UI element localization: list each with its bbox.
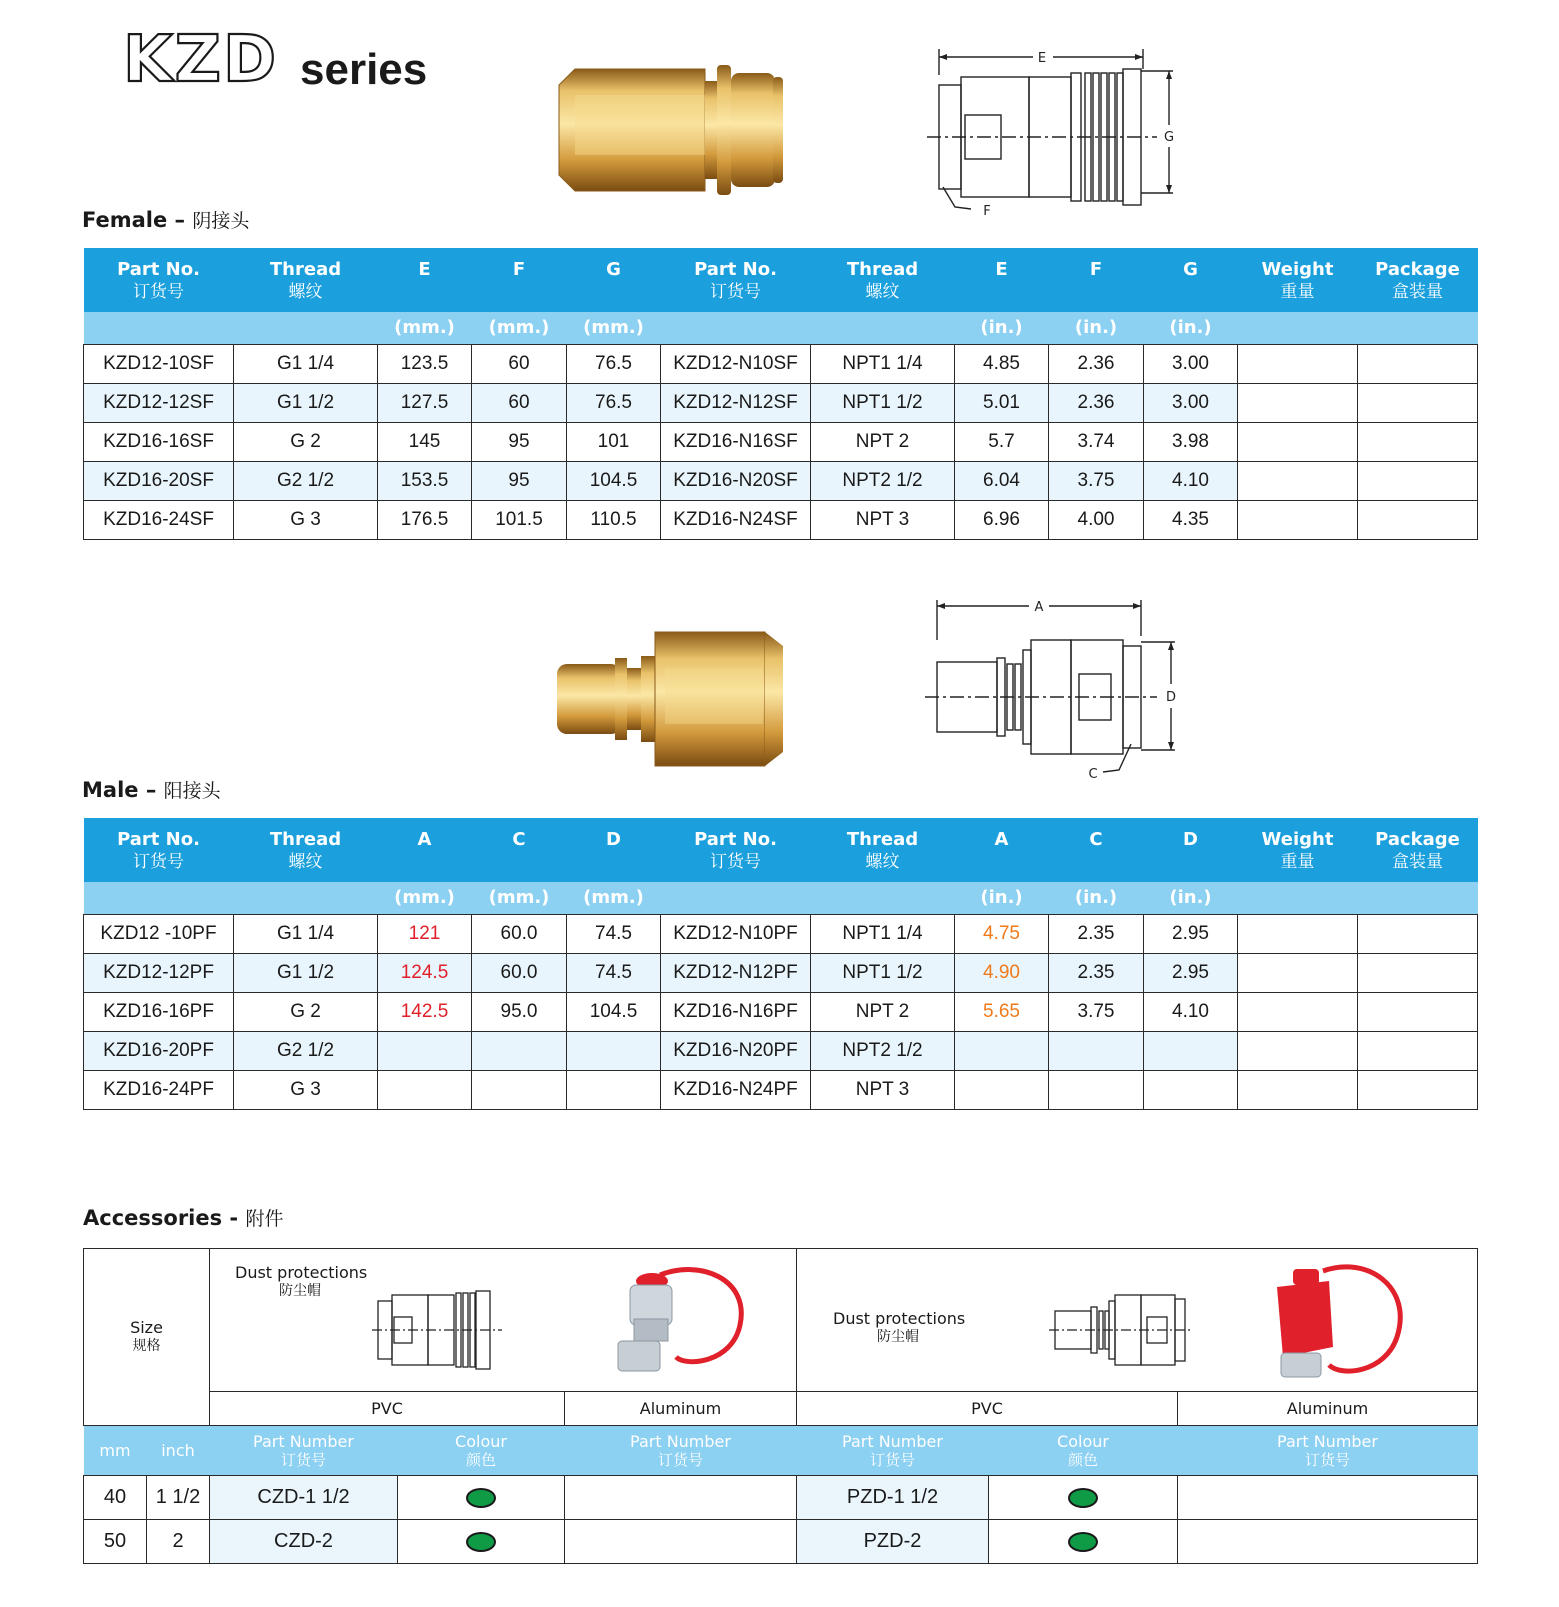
table-cell: NPT 2 [811, 422, 955, 461]
unit-in: (in.) [955, 312, 1049, 344]
table-cell: KZD12 -10PF [84, 914, 234, 953]
table-cell: G 3 [234, 1070, 378, 1109]
table-cell [1238, 1031, 1358, 1070]
table-cell [1049, 1031, 1144, 1070]
header-thread: Thread 螺纹 [234, 248, 378, 312]
unit-mm: (mm.) [472, 312, 567, 344]
table-cell [1358, 1070, 1478, 1109]
header-weight: Weight 重量 [1238, 248, 1358, 312]
table-cell [1358, 992, 1478, 1031]
male-label-en: Male – [82, 778, 157, 802]
dim-label-e: E [1037, 51, 1047, 66]
table-cell: 95 [472, 422, 567, 461]
table-cell: 176.5 [378, 500, 472, 539]
table-cell: NPT 2 [811, 992, 955, 1031]
table-cell: G1 1/2 [234, 953, 378, 992]
table-cell: 123.5 [378, 344, 472, 383]
table-row [84, 1070, 1478, 1109]
table-cell: 4.85 [955, 344, 1049, 383]
table-cell: 2.95 [1144, 914, 1238, 953]
table-cell [567, 1031, 661, 1070]
table-cell: 2.36 [1049, 344, 1144, 383]
male-aluminum-material: Aluminum [1178, 1392, 1478, 1426]
header-g-in: G [1144, 248, 1238, 312]
header-c-in: C [1049, 818, 1144, 882]
size-inch: 2 [147, 1520, 210, 1564]
female-aluminum-material: Aluminum [565, 1392, 797, 1426]
green-colour-dot [1068, 1488, 1098, 1508]
table-cell: 60.0 [472, 953, 567, 992]
col-inch: inch [147, 1426, 210, 1476]
unit-in: (in.) [1049, 312, 1144, 344]
header-part-no: Part No. 订货号 [84, 248, 234, 312]
table-cell: 60 [472, 344, 567, 383]
size-label-cn: 规格 [132, 1338, 161, 1354]
size-inch: 1 1/2 [147, 1476, 210, 1520]
female-cap-photo [590, 1259, 750, 1385]
table-cell [1049, 1070, 1144, 1109]
series-subtitle: series [300, 45, 428, 94]
table-cell: G2 1/2 [234, 1031, 378, 1070]
dim-label-f: F [983, 204, 991, 219]
header-a-in: A [955, 818, 1049, 882]
header-package: Package 盒装量 [1358, 818, 1478, 882]
size-mm: 40 [84, 1476, 147, 1520]
male-spec-table [83, 818, 1478, 1110]
header-e-mm: E [378, 248, 472, 312]
table-row [84, 953, 1478, 992]
table-cell: 4.10 [1144, 992, 1238, 1031]
table-cell [1144, 1070, 1238, 1109]
col-part-number: Part Number 订货号 [797, 1426, 989, 1476]
unit-in: (in.) [955, 882, 1049, 914]
colour-dot-cell [989, 1520, 1178, 1564]
table-cell: 142.5 [378, 992, 472, 1031]
header-weight: Weight 重量 [1238, 818, 1358, 882]
female-cap-drawing [370, 1289, 510, 1371]
table-cell [1238, 422, 1358, 461]
table-cell: NPT2 1/2 [811, 461, 955, 500]
table-cell [1238, 344, 1358, 383]
header-d-in: D [1144, 818, 1238, 882]
table-cell: 104.5 [567, 461, 661, 500]
table-cell: KZD12-N12SF [661, 383, 811, 422]
table-cell: KZD12-12SF [84, 383, 234, 422]
header-c-mm: C [472, 818, 567, 882]
header-f-mm: F [472, 248, 567, 312]
colour-dot-cell [989, 1476, 1178, 1520]
table-cell: KZD12-N12PF [661, 953, 811, 992]
table-cell: 110.5 [567, 500, 661, 539]
table-cell: KZD16-N24SF [661, 500, 811, 539]
table-cell: G1 1/2 [234, 383, 378, 422]
male-label-cn: 阳接头 [163, 780, 221, 802]
table-cell [1358, 1031, 1478, 1070]
unit-in: (in.) [1144, 312, 1238, 344]
table-cell [1358, 914, 1478, 953]
table-cell [472, 1031, 567, 1070]
table-cell: 60.0 [472, 914, 567, 953]
table-cell [1358, 383, 1478, 422]
header-thread: Thread 螺纹 [234, 818, 378, 882]
male-pvc-part: PZD-2 [797, 1520, 989, 1564]
female-coupler-photo [555, 55, 795, 205]
male-table-body [84, 914, 1478, 1109]
table-row [84, 422, 1478, 461]
table-cell: 104.5 [567, 992, 661, 1031]
table-cell [1238, 383, 1358, 422]
table-cell [1358, 461, 1478, 500]
dust-protection-label: Dust protections [833, 1309, 966, 1328]
unit-mm: (mm.) [472, 882, 567, 914]
table-cell: 121 [378, 914, 472, 953]
table-row [84, 992, 1478, 1031]
table-cell: 6.96 [955, 500, 1049, 539]
table-cell: KZD16-N20SF [661, 461, 811, 500]
table-cell: 3.00 [1144, 344, 1238, 383]
table-cell: NPT1 1/4 [811, 914, 955, 953]
female-pvc-part: CZD-1 1/2 [210, 1476, 398, 1520]
unit-mm: (mm.) [567, 312, 661, 344]
female-dust-cap-cell [210, 1249, 797, 1392]
table-cell [1358, 344, 1478, 383]
table-cell [1238, 992, 1358, 1031]
female-spec-table [83, 248, 1478, 540]
male-aluminum-part [1178, 1476, 1478, 1520]
male-section-label [82, 780, 221, 801]
table-cell [955, 1070, 1049, 1109]
table-cell: 2.35 [1049, 953, 1144, 992]
header-d-mm: D [567, 818, 661, 882]
header-part-no-npt: Part No. 订货号 [661, 818, 811, 882]
table-cell: 4.75 [955, 914, 1049, 953]
header-part-no: Part No. 订货号 [84, 818, 234, 882]
female-pvc-material: PVC [210, 1392, 565, 1426]
table-cell: 3.98 [1144, 422, 1238, 461]
table-cell: 5.01 [955, 383, 1049, 422]
header-g-mm: G [567, 248, 661, 312]
table-cell: NPT 3 [811, 1070, 955, 1109]
male-units-row [84, 882, 1478, 914]
dust-protection-label: Dust protections [235, 1263, 368, 1282]
male-cap-drawing [1047, 1289, 1197, 1371]
table-cell [1238, 461, 1358, 500]
table-cell [1358, 422, 1478, 461]
table-cell: KZD16-16PF [84, 992, 234, 1031]
table-row [84, 1520, 1478, 1564]
header-thread-npt: Thread 螺纹 [811, 248, 955, 312]
dim-label-a: A [1034, 600, 1044, 615]
col-mm: mm [84, 1426, 147, 1476]
female-header-row [84, 248, 1478, 312]
female-aluminum-part [565, 1476, 797, 1520]
female-aluminum-part [565, 1520, 797, 1564]
table-cell: 145 [378, 422, 472, 461]
table-cell: 3.75 [1049, 461, 1144, 500]
table-cell [567, 1070, 661, 1109]
male-pvc-material: PVC [797, 1392, 1178, 1426]
table-cell: 2.95 [1144, 953, 1238, 992]
dim-label-c: C [1088, 767, 1098, 782]
table-cell [378, 1070, 472, 1109]
table-cell: 4.00 [1049, 500, 1144, 539]
table-cell: 3.00 [1144, 383, 1238, 422]
female-units-row [84, 312, 1478, 344]
table-row [84, 914, 1478, 953]
col-colour: Colour 颜色 [398, 1426, 565, 1476]
green-colour-dot [466, 1532, 496, 1552]
table-cell [955, 1031, 1049, 1070]
table-cell: 74.5 [567, 914, 661, 953]
accessories-label-cn: 附件 [245, 1208, 284, 1230]
table-cell: KZD16-N16SF [661, 422, 811, 461]
table-cell: G1 1/4 [234, 344, 378, 383]
table-cell: KZD16-20PF [84, 1031, 234, 1070]
table-cell: 101.5 [472, 500, 567, 539]
table-cell: NPT 3 [811, 500, 955, 539]
table-cell: 153.5 [378, 461, 472, 500]
table-row [84, 383, 1478, 422]
male-aluminum-part [1178, 1520, 1478, 1564]
colour-dot-cell [398, 1520, 565, 1564]
table-cell: 4.10 [1144, 461, 1238, 500]
table-row [84, 344, 1478, 383]
female-label-en: Female – [82, 208, 186, 232]
table-cell: 3.75 [1049, 992, 1144, 1031]
table-cell: 76.5 [567, 344, 661, 383]
table-cell [472, 1070, 567, 1109]
green-colour-dot [466, 1488, 496, 1508]
female-section-label [82, 210, 249, 231]
table-cell [1238, 914, 1358, 953]
table-row [84, 1031, 1478, 1070]
table-row [84, 1476, 1478, 1520]
size-label: Size [130, 1318, 163, 1337]
table-cell: 60 [472, 383, 567, 422]
table-cell: NPT1 1/2 [811, 953, 955, 992]
col-part-number: Part Number 订货号 [1178, 1426, 1478, 1476]
header-e-in: E [955, 248, 1049, 312]
table-cell: NPT2 1/2 [811, 1031, 955, 1070]
header-part-no-npt: Part No. 订货号 [661, 248, 811, 312]
size-header-cell [84, 1249, 210, 1426]
table-cell: 95 [472, 461, 567, 500]
table-cell [1358, 953, 1478, 992]
header-f-in: F [1049, 248, 1144, 312]
male-dust-cap-cell [797, 1249, 1478, 1392]
green-colour-dot [1068, 1532, 1098, 1552]
table-cell: G 2 [234, 422, 378, 461]
table-cell: 3.74 [1049, 422, 1144, 461]
table-cell: 5.7 [955, 422, 1049, 461]
female-table-body [84, 344, 1478, 539]
table-cell: KZD12-N10SF [661, 344, 811, 383]
table-cell: G2 1/2 [234, 461, 378, 500]
table-cell [1358, 500, 1478, 539]
dim-label-g: G [1163, 130, 1175, 145]
table-cell: G 2 [234, 992, 378, 1031]
col-part-number: Part Number 订货号 [210, 1426, 398, 1476]
male-cap-photo [1237, 1257, 1407, 1387]
table-cell: 4.90 [955, 953, 1049, 992]
table-cell [1238, 500, 1358, 539]
accessories-column-header-row [84, 1426, 1478, 1476]
female-label-cn: 阴接头 [192, 210, 250, 232]
table-cell: KZD16-N24PF [661, 1070, 811, 1109]
table-cell: KZD16-20SF [84, 461, 234, 500]
male-header-row [84, 818, 1478, 882]
table-cell: G 3 [234, 500, 378, 539]
unit-mm: (mm.) [567, 882, 661, 914]
table-cell: G1 1/4 [234, 914, 378, 953]
table-cell: 95.0 [472, 992, 567, 1031]
accessories-label-en: Accessories - [83, 1206, 239, 1230]
table-cell [1238, 953, 1358, 992]
female-dimension-drawing [925, 45, 1190, 225]
table-cell: 6.04 [955, 461, 1049, 500]
accessories-table [83, 1248, 1478, 1564]
series-brand-title: KZD [123, 23, 279, 97]
male-pvc-part: PZD-1 1/2 [797, 1476, 989, 1520]
table-cell: 5.65 [955, 992, 1049, 1031]
table-cell: 4.35 [1144, 500, 1238, 539]
size-mm: 50 [84, 1520, 147, 1564]
table-cell: 74.5 [567, 953, 661, 992]
table-cell: KZD16-16SF [84, 422, 234, 461]
table-cell: KZD16-N20PF [661, 1031, 811, 1070]
table-cell [378, 1031, 472, 1070]
table-cell: KZD16-N16PF [661, 992, 811, 1031]
unit-mm: (mm.) [378, 312, 472, 344]
table-cell: KZD12-12PF [84, 953, 234, 992]
dust-protection-label-cn: 防尘帽 [279, 1283, 321, 1299]
female-pvc-part: CZD-2 [210, 1520, 398, 1564]
colour-dot-cell [398, 1476, 565, 1520]
accessories-section-label [83, 1208, 283, 1229]
dust-protection-label-cn: 防尘帽 [877, 1329, 919, 1345]
unit-in: (in.) [1049, 882, 1144, 914]
header-thread-npt: Thread 螺纹 [811, 818, 955, 882]
dim-label-d: D [1165, 690, 1177, 705]
unit-mm: (mm.) [378, 882, 472, 914]
table-cell: 76.5 [567, 383, 661, 422]
header-a-mm: A [378, 818, 472, 882]
table-cell: 124.5 [378, 953, 472, 992]
table-cell: KZD16-24PF [84, 1070, 234, 1109]
table-cell: 101 [567, 422, 661, 461]
table-cell: KZD16-24SF [84, 500, 234, 539]
table-row [84, 461, 1478, 500]
unit-in: (in.) [1144, 882, 1238, 914]
col-colour: Colour 颜色 [989, 1426, 1178, 1476]
table-cell: 2.35 [1049, 914, 1144, 953]
male-dimension-drawing [925, 600, 1190, 790]
table-cell: KZD12-10SF [84, 344, 234, 383]
table-cell: 2.36 [1049, 383, 1144, 422]
table-cell: NPT1 1/4 [811, 344, 955, 383]
table-row [84, 500, 1478, 539]
table-cell: NPT1 1/2 [811, 383, 955, 422]
table-cell [1238, 1070, 1358, 1109]
table-cell: KZD12-N10PF [661, 914, 811, 953]
col-part-number: Part Number 订货号 [565, 1426, 797, 1476]
header-package: Package 盒装量 [1358, 248, 1478, 312]
table-cell: 127.5 [378, 383, 472, 422]
table-cell [1144, 1031, 1238, 1070]
male-coupler-photo [555, 628, 805, 770]
